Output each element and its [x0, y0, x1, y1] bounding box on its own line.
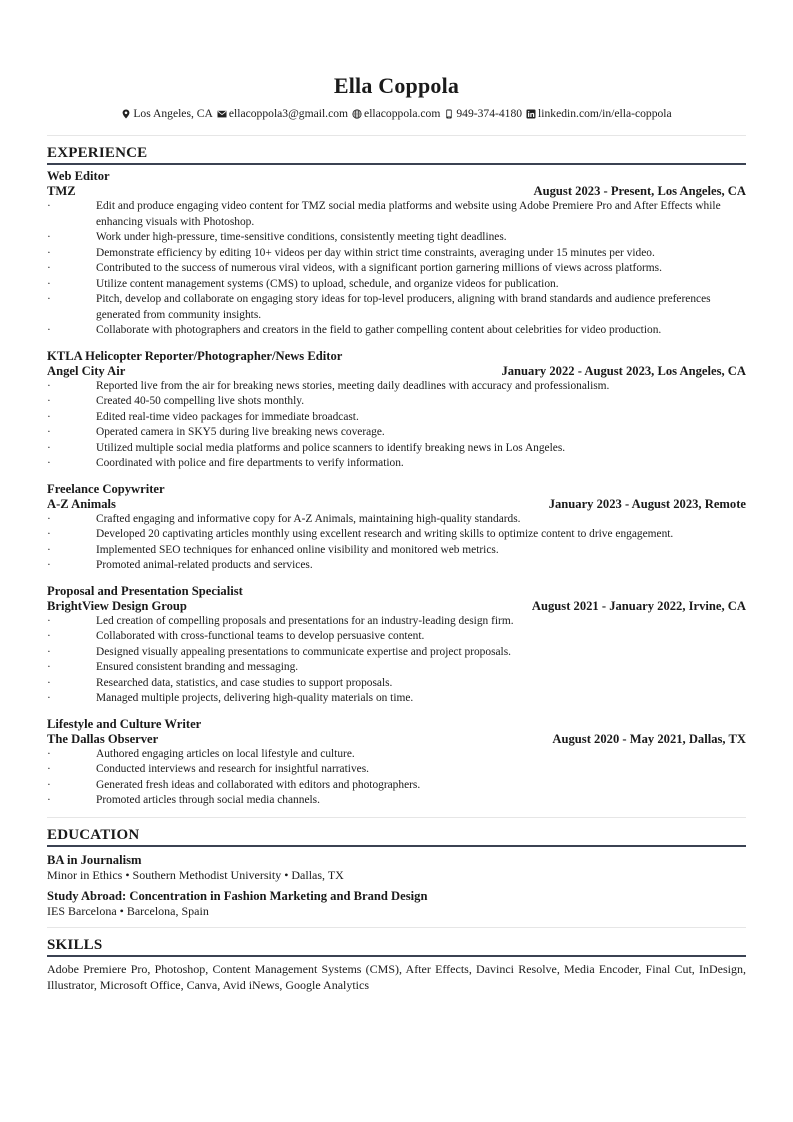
- company-name: TMZ: [47, 184, 76, 198]
- experience-entry: [47, 482, 746, 574]
- job-bullet: [47, 512, 746, 528]
- bullet-marker: ·: [47, 630, 51, 642]
- bullet-marker: ·: [47, 559, 51, 571]
- bullet-marker: ·: [47, 457, 51, 469]
- globe-icon: [352, 109, 362, 119]
- bullet-text: Ensured consistent branding and messaging.: [96, 661, 299, 673]
- bullet-text: Created 40-50 compelling live shots monthly.: [96, 395, 305, 407]
- resume-page: [47, 72, 746, 993]
- company-name: BrightView Design Group: [47, 598, 187, 613]
- experience-entry: [47, 349, 746, 472]
- location-text: Los Angeles, CA: [133, 107, 213, 120]
- bullet-text: Authored engaging articles on local lifestyle and culture.: [96, 747, 355, 760]
- website-link[interactable]: ellacoppola.com: [364, 107, 441, 120]
- job-bullet: [47, 277, 746, 293]
- bullet-text: Implemented SEO techniques for enhanced online visibility and monitored web metrics.: [96, 543, 499, 556]
- candidate-name: Ella Coppola: [333, 73, 460, 98]
- bullet-text: Contributed to the success of numerous viral videos, with a significant portion garnering millions of views across platforms.: [96, 262, 662, 274]
- job-title: Freelance Copywriter: [47, 481, 165, 496]
- bullet-text: Utilized multiple social media platforms and police scanners to identify breaking news in Los Angeles.: [96, 441, 566, 454]
- skills-heading: SKILLS: [47, 936, 746, 957]
- job-bullet: [47, 558, 746, 574]
- degree-title: Study Abroad: Concentration in Fashion Marketing and Brand Design: [47, 888, 428, 903]
- job-bullet: [47, 379, 746, 395]
- job-dates-location: August 2020 - May 2021, Dallas, TX: [552, 731, 746, 746]
- bullet-text: Collaborated with cross-functional teams to develop persuasive content.: [96, 630, 425, 642]
- header-divider: [47, 135, 746, 136]
- envelope-icon: [217, 109, 227, 119]
- job-bullet: [47, 230, 746, 246]
- bullet-marker: ·: [47, 763, 51, 775]
- job-bullet: [47, 441, 746, 457]
- bullet-text: Utilize content management systems (CMS) to upload, schedule, and organize videos for publication.: [96, 277, 559, 290]
- bullet-marker: ·: [47, 395, 51, 407]
- job-bullet-list: [47, 199, 746, 339]
- bullet-marker: ·: [47, 246, 51, 259]
- job-bullet: [47, 261, 746, 277]
- bullet-marker: ·: [47, 661, 51, 673]
- bullet-marker: ·: [47, 794, 51, 806]
- bullet-marker: ·: [47, 778, 51, 791]
- job-bullet-list: [47, 614, 746, 707]
- company-name: A-Z Animals: [47, 496, 116, 511]
- skills-list: Adobe Premiere Pro, Photoshop, Content Management Systems (CMS), After Effects, Davinci Resolve, Media Encoder, Final Cut, InDesign, Illustrator, Microsoft Office, Canva, Avid iNews, Google Analytics: [47, 961, 746, 992]
- bullet-text: Promoted articles through social media channels.: [96, 794, 320, 806]
- job-bullet: [47, 645, 746, 661]
- company-name: Angel City Air: [47, 363, 126, 378]
- degree-detail: Minor in Ethics • Southern Methodist University • Dallas, TX: [47, 867, 344, 882]
- job-bullet: [47, 747, 746, 763]
- contact-email[interactable]: [217, 106, 348, 122]
- job-bullet: [47, 762, 746, 778]
- job-bullet: [47, 778, 746, 794]
- bullet-text: Coordinated with police and fire departments to verify information.: [96, 457, 404, 469]
- bullet-marker: ·: [47, 231, 51, 243]
- linkedin-link[interactable]: linkedin.com/in/ella-coppola: [538, 107, 672, 120]
- bullet-text: Edit and produce engaging video content for TMZ social media platforms and website using Adobe Premiere Pro and After Effects while enhancing visuals with Photoshop.: [96, 200, 721, 228]
- bullet-marker: ·: [47, 747, 51, 760]
- experience-entry: [47, 717, 746, 809]
- job-bullet: [47, 292, 746, 323]
- bullet-text: Managed multiple projects, delivering high-quality materials on time.: [96, 692, 414, 704]
- bullet-marker: ·: [47, 262, 51, 274]
- map-pin-icon: [121, 109, 131, 119]
- job-bullet: [47, 676, 746, 692]
- bullet-text: Designed visually appealing presentations to communicate expertise and project proposals.: [96, 645, 512, 658]
- bullet-marker: ·: [47, 645, 51, 658]
- bullet-text: Pitch, develop and collaborate on engaging story ideas for top-level producers, aligning with brand standards and audience preferences generated from community insights.: [96, 293, 711, 321]
- bullet-marker: ·: [47, 379, 51, 392]
- education-heading: EDUCATION: [47, 826, 746, 847]
- job-bullet: [47, 629, 746, 645]
- job-bullet-list: [47, 379, 746, 472]
- bullet-text: Operated camera in SKY5 during live breaking news coverage.: [96, 426, 385, 438]
- bullet-marker: ·: [47, 277, 51, 290]
- contact-bar: [47, 106, 746, 122]
- bullet-text: Promoted animal-related products and services.: [96, 559, 313, 571]
- contact-location: [121, 106, 213, 122]
- job-bullet: [47, 425, 746, 441]
- job-title: Lifestyle and Culture Writer: [47, 716, 202, 731]
- job-subheader: [47, 497, 746, 512]
- job-title: Proposal and Presentation Specialist: [47, 583, 243, 598]
- experience-divider: [47, 817, 746, 818]
- bullet-marker: ·: [47, 528, 51, 540]
- bullet-text: Collaborate with photographers and creators in the field to gather compelling content about celebrities for video production.: [96, 324, 662, 336]
- linkedin-icon: [526, 109, 536, 119]
- bullet-marker: ·: [47, 692, 51, 704]
- phone-icon: [444, 109, 454, 119]
- education-section: [47, 853, 746, 919]
- education-item: [47, 889, 746, 919]
- job-subheader: [47, 184, 746, 199]
- job-bullet: [47, 527, 746, 543]
- job-bullet: [47, 793, 746, 809]
- degree-detail: IES Barcelona • Barcelona, Spain: [47, 903, 209, 918]
- bullet-marker: ·: [47, 441, 51, 454]
- contact-linkedin[interactable]: [526, 106, 672, 122]
- contact-phone[interactable]: [444, 106, 522, 122]
- job-bullet: [47, 199, 746, 230]
- bullet-text: Demonstrate efficiency by editing 10+ videos per day within strict time constraints, averaging under 15 minutes per video.: [96, 246, 655, 259]
- job-bullet: [47, 394, 746, 410]
- job-bullet-list: [47, 512, 746, 574]
- job-subheader: [47, 599, 746, 614]
- bullet-marker: ·: [47, 200, 51, 212]
- experience-section: [47, 169, 746, 809]
- job-subheader: [47, 364, 746, 379]
- bullet-marker: ·: [47, 426, 51, 438]
- bullet-text: Led creation of compelling proposals and presentations for an industry-leading design firm.: [96, 614, 514, 627]
- job-bullet: [47, 614, 746, 630]
- job-title: Web Editor: [47, 169, 110, 183]
- experience-heading: EXPERIENCE: [47, 144, 746, 165]
- job-title: KTLA Helicopter Reporter/Photographer/News Editor: [47, 348, 343, 363]
- job-dates-location: August 2021 - January 2022, Irvine, CA: [531, 598, 746, 613]
- bullet-marker: ·: [47, 293, 51, 305]
- bullet-marker: ·: [47, 676, 51, 689]
- company-name: The Dallas Observer: [47, 731, 159, 746]
- bullet-text: Researched data, statistics, and case studies to support proposals.: [96, 676, 393, 689]
- bullet-marker: ·: [47, 410, 51, 423]
- phone-link[interactable]: 949-374-4180: [456, 107, 523, 120]
- education-item: [47, 853, 746, 883]
- bullet-marker: ·: [47, 512, 51, 525]
- experience-entry: [47, 584, 746, 707]
- bullet-text: Reported live from the air for breaking news stories, meeting daily deadlines with accuracy and professionalism.: [96, 379, 610, 392]
- job-bullet: [47, 456, 746, 472]
- bullet-text: Generated fresh ideas and collaborated with editors and photographers.: [96, 778, 421, 791]
- job-subheader: [47, 732, 746, 747]
- degree-title: BA in Journalism: [47, 852, 142, 867]
- bullet-text: Developed 20 captivating articles monthly using excellent research and writing skills to optimize content to drive engagement.: [96, 528, 674, 540]
- bullet-text: Crafted engaging and informative copy for A-Z Animals, maintaining high-quality standards.: [96, 512, 521, 525]
- job-bullet: [47, 410, 746, 426]
- bullet-text: Edited real-time video packages for immediate broadcast.: [96, 410, 359, 423]
- email-link[interactable]: ellacoppola3@gmail.com: [228, 107, 349, 120]
- education-divider: [47, 927, 746, 928]
- job-bullet-list: [47, 747, 746, 809]
- job-dates-location: January 2022 - August 2023, Los Angeles, CA: [501, 363, 746, 378]
- experience-entry: [47, 169, 746, 339]
- job-bullet: [47, 246, 746, 262]
- bullet-marker: ·: [47, 614, 51, 627]
- job-dates-location: August 2023 - Present, Los Angeles, CA: [533, 184, 746, 198]
- bullet-text: Conducted interviews and research for insightful narratives.: [96, 763, 369, 775]
- job-bullet: [47, 543, 746, 559]
- job-bullet: [47, 660, 746, 676]
- job-dates-location: January 2023 - August 2023, Remote: [548, 496, 746, 511]
- bullet-marker: ·: [47, 324, 51, 336]
- contact-website[interactable]: [352, 106, 440, 122]
- job-bullet: [47, 323, 746, 339]
- bullet-text: Work under high-pressure, time-sensitive conditions, consistently meeting tight deadlines.: [96, 231, 507, 243]
- job-bullet: [47, 691, 746, 707]
- bullet-marker: ·: [47, 543, 51, 556]
